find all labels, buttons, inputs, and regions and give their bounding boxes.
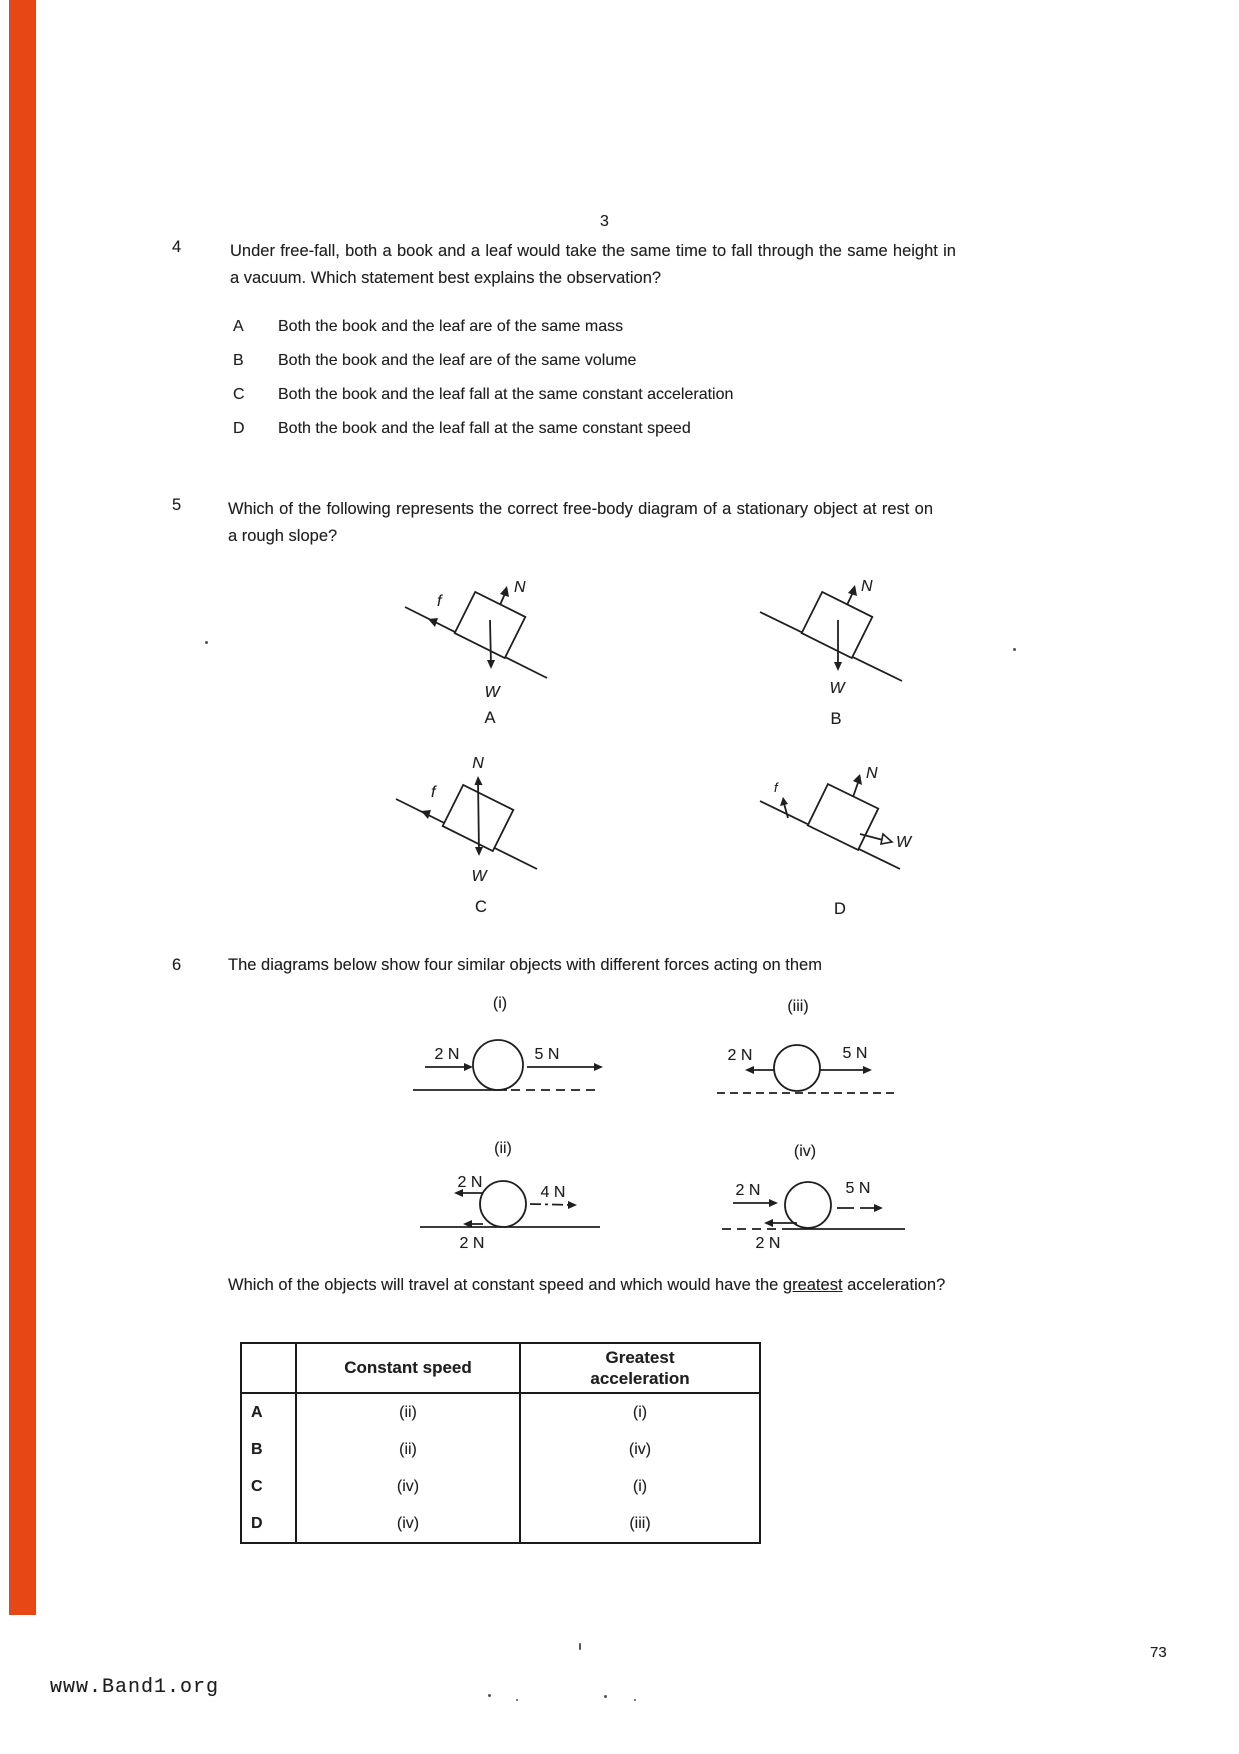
question-6-intro: The diagrams below show four similar objects with different forces acting on them [228,956,822,974]
friction-arrowhead [780,797,788,806]
diagram-label-a: A [484,709,496,727]
fbd-diagram-b [725,568,910,728]
scan-speck [205,641,208,644]
normal-force-label: N [514,579,526,596]
right-force-label: 5 N [534,1046,560,1063]
diagram-label-i: (i) [492,995,508,1012]
option-letter: C [233,386,245,403]
normal-force-label: N [861,578,873,595]
scan-speck [604,1695,607,1698]
question-6-text-suffix: acceleration? [842,1276,946,1294]
bottom-force-label: 2 N [459,1235,485,1252]
weight-arrowhead [487,660,495,669]
weight-arrowhead [475,847,483,856]
question-6-underlined-word: greatest [782,1276,843,1294]
scan-speck [579,1643,581,1650]
table-header-greatest-acceleration [519,1344,759,1394]
table-row-label: D [251,1514,263,1532]
question-5-text: Which of the following represents the correct free-body diagram of a stationary object at rest on a rough slope? [228,500,933,545]
question-4-option-b [233,352,636,370]
question-6-text-prefix: Which of the objects will travel at constant speed and which would have the [228,1276,783,1294]
table-cell-greatest-acceleration: (iv) [519,1431,759,1468]
left-force-label: 2 N [727,1047,753,1064]
scan-speck [634,1699,636,1701]
weight-arrowhead [834,662,842,671]
left-margin-bar [9,0,36,1615]
option-letter: A [233,318,244,335]
left-force-label: 2 N [434,1046,460,1063]
left-force-arrowhead [745,1066,754,1074]
force-diagram-i [395,992,625,1102]
diagram-label-c: C [475,898,487,916]
table-row-label: A [251,1403,263,1421]
top-left-force-label: 2 N [457,1174,483,1191]
question-4-option-d [233,420,691,438]
friction-force-label: f [437,593,442,610]
object-circle [774,1045,820,1091]
diagram-label-iii: (iii) [787,998,809,1015]
weight-arrowhead [881,834,892,844]
normal-arrowhead [500,586,509,597]
force-diagram-iv [700,1135,930,1260]
object-block [802,592,873,658]
friction-arrowhead [421,810,431,819]
scan-speck [516,1699,518,1701]
table-cell-constant-speed: (iv) [295,1505,519,1542]
fbd-diagram-d [740,750,930,922]
option-letter: B [233,352,244,369]
page-number: 3 [600,213,609,230]
table-row-label: B [251,1440,263,1458]
fbd-diagram-c [385,750,565,918]
table-cell-greatest-acceleration: (i) [519,1468,759,1505]
fbd-diagram-a [395,570,565,730]
table-row-label: C [251,1477,263,1495]
weight-force-label: W [829,680,845,697]
question-6-text [228,1272,973,1299]
right-force-arrow [530,1204,574,1205]
friction-arrowhead [428,618,438,627]
table-header-text: Greatest acceleration [590,1347,690,1388]
top-left-force-label: 2 N [735,1182,761,1199]
diagram-label-iv: (iv) [793,1143,817,1160]
friction-force-label: f [431,784,436,801]
right-force-arrowhead [874,1204,883,1212]
right-force-arrowhead [594,1063,603,1071]
scan-speck [1013,648,1016,651]
question-5-number: 5 [172,496,182,514]
option-text: Both the book and the leaf fall at the same constant speed [278,420,691,437]
normal-arrowhead [475,776,483,785]
right-force-arrowhead [568,1201,577,1209]
option-text: Both the book and the leaf fall at the same constant acceleration [278,386,734,403]
normal-arrowhead [848,585,857,596]
option-letter: D [233,420,245,437]
force-diagram-ii [410,1135,630,1260]
table-cell-constant-speed: (ii) [295,1431,519,1468]
force-diagram-iii [710,992,920,1104]
right-force-label: 4 N [540,1184,566,1201]
table-cell-constant-speed: (ii) [295,1394,519,1431]
question-4-number: 4 [172,238,182,256]
diagram-label-d: D [834,900,846,918]
normal-force-label: N [866,765,878,782]
right-force-arrowhead [863,1066,872,1074]
diagram-label-ii: (ii) [494,1140,512,1157]
friction-force-label: f [774,780,778,795]
weight-force-label: W [896,834,912,851]
object-circle [785,1182,831,1228]
weight-force-arrow [490,620,491,665]
normal-force-label: N [472,755,484,772]
diagram-label-b: B [830,710,842,728]
bottom-force-arrowhead [764,1219,773,1227]
object-circle [473,1040,523,1090]
option-text: Both the book and the leaf are of the same mass [278,318,624,335]
top-left-force-arrowhead [769,1199,778,1207]
normal-weight-line [478,779,479,853]
table-cell-constant-speed: (iv) [295,1468,519,1505]
object-block [808,784,878,850]
bottom-force-label: 2 N [755,1235,781,1252]
footer-page-number: 73 [1150,1644,1167,1661]
object-circle [480,1181,526,1227]
table-cell-greatest-acceleration: (i) [519,1394,759,1431]
right-force-label: 5 N [845,1180,871,1197]
answer-table [240,1342,761,1544]
question-6-number: 6 [172,956,182,974]
left-force-arrowhead [464,1063,473,1071]
option-text: Both the book and the leaf are of the same volume [278,352,637,369]
table-cell-greatest-acceleration: (iii) [519,1505,759,1542]
scan-speck [488,1694,491,1697]
table-header-constant-speed: Constant speed [295,1344,519,1394]
table-corner-cell [242,1344,295,1394]
footer-website: www.Band1.org [50,1676,220,1699]
right-force-label: 5 N [842,1045,868,1062]
weight-force-label: W [484,684,500,701]
question-4-option-c [233,386,733,404]
question-4-option-a [233,318,623,336]
weight-force-label: W [471,868,487,885]
question-4-text: Under free-fall, both a book and a leaf would take the same time to fall through the same height in a vacuum. Which statement best explains the observation? [230,242,956,287]
